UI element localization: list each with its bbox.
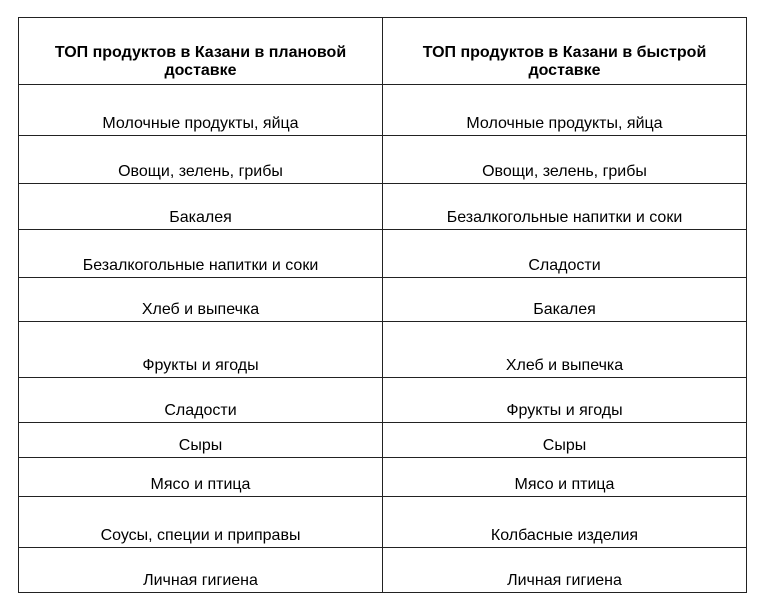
fast-cell: Овощи, зелень, грибы	[383, 136, 747, 184]
fast-cell: Сыры	[383, 423, 747, 458]
fast-cell: Личная гигиена	[383, 548, 747, 593]
planned-cell: Личная гигиена	[19, 548, 383, 593]
top-products-table	[18, 17, 747, 593]
header-planned-delivery: ТОП продуктов в Казани в плановой доставке	[19, 18, 383, 85]
planned-cell: Безалкогольные напитки и соки	[19, 230, 383, 278]
table-row	[19, 85, 747, 136]
fast-cell: Бакалея	[383, 278, 747, 322]
planned-cell: Сладости	[19, 378, 383, 423]
planned-cell: Мясо и птица	[19, 458, 383, 497]
table-row	[19, 136, 747, 184]
planned-cell: Овощи, зелень, грибы	[19, 136, 383, 184]
fast-cell: Хлеб и выпечка	[383, 322, 747, 378]
table-row	[19, 423, 747, 458]
table-row	[19, 184, 747, 230]
table-row	[19, 278, 747, 322]
table-row	[19, 322, 747, 378]
table-row	[19, 230, 747, 278]
planned-cell: Соусы, специи и приправы	[19, 497, 383, 548]
header-fast-delivery: ТОП продуктов в Казани в быстрой доставке	[383, 18, 747, 85]
fast-cell: Безалкогольные напитки и соки	[383, 184, 747, 230]
fast-cell: Фрукты и ягоды	[383, 378, 747, 423]
fast-cell: Сладости	[383, 230, 747, 278]
planned-cell: Молочные продукты, яйца	[19, 85, 383, 136]
table-row	[19, 548, 747, 593]
fast-cell: Колбасные изделия	[383, 497, 747, 548]
planned-cell: Сыры	[19, 423, 383, 458]
fast-cell: Молочные продукты, яйца	[383, 85, 747, 136]
table-header-row	[19, 18, 747, 85]
planned-cell: Фрукты и ягоды	[19, 322, 383, 378]
table-row	[19, 378, 747, 423]
table-row	[19, 497, 747, 548]
planned-cell: Бакалея	[19, 184, 383, 230]
table-row	[19, 458, 747, 497]
fast-cell: Мясо и птица	[383, 458, 747, 497]
planned-cell: Хлеб и выпечка	[19, 278, 383, 322]
